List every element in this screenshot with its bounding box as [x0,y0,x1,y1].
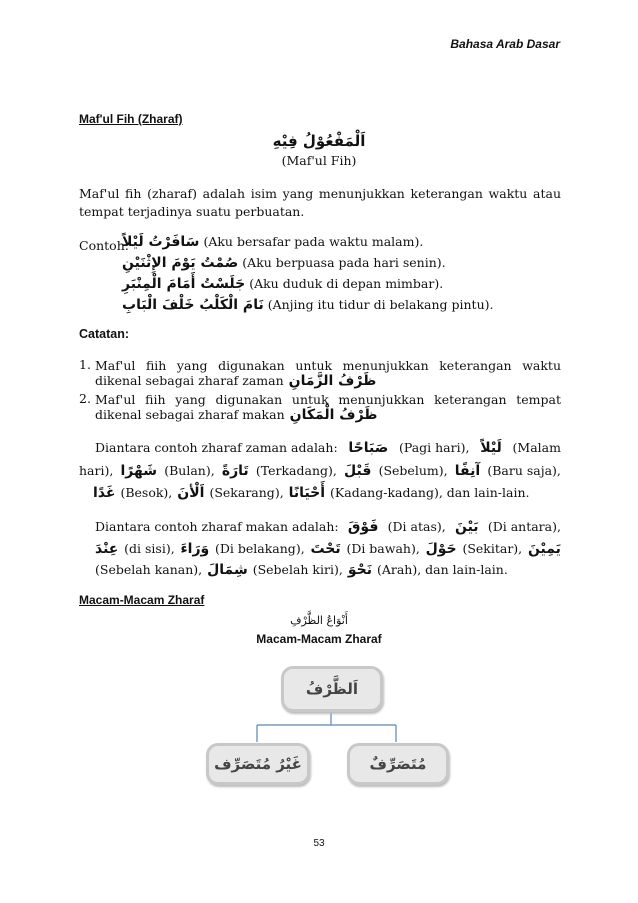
running-header: Bahasa Arab Dasar [450,37,560,51]
note-line: Maf'ul fiih yang digunakan untuk menunjukkan keterangan waktu [95,358,561,373]
zaman-word: غَدًا [93,485,116,501]
example-arabic: جَلَسْتُ أَمَامَ الْمِنْبَرِ [122,276,246,292]
makan-meaning: (Di antara), [487,519,561,534]
makan-meaning: (Arah), dan lain-lain. [376,562,508,577]
zaman-meaning: hari), [79,463,114,478]
zaman-meaning: (Besok), [120,485,173,500]
note-arabic-term: ظَرْفُ الْمَكَانِ [289,407,378,423]
example-meaning: (Anjing itu tidur di belakang pintu). [267,297,494,312]
zaman-word: أَحْيَانًا [288,485,326,501]
makan-meaning: (Di atas), [387,519,446,534]
makan-meaning: (di sisi), [124,541,175,556]
makan-meaning: (Sebelah kanan), [95,562,203,577]
figure-caption: Macam-Macam Zharaf [256,632,382,646]
zaman-word: اَلْأنَ [177,485,205,501]
page-number: 53 [313,838,325,849]
zaman-word: قَبْلَ [344,463,372,479]
makan-word: بَيْنَ [454,519,479,535]
makan-word: فَوْقَ [347,519,379,535]
makan-meaning: (Sekitar), [462,541,523,556]
zaman-word: صَبَاحًا [348,440,389,456]
example-row [122,234,423,250]
diagram-root-label: اَلظَّرْفُ [305,680,359,698]
makan-word: شِمَالَ [207,562,248,578]
makan-meaning: (Di belakang), [215,541,305,556]
zaman-meaning: (Bulan), [164,463,215,478]
definition-paragraph: Maf'ul fih (zharaf) adalah isim yang menunjukkan keterangan waktu atau tempat terjadinya suatu perbuatan. [79,186,561,219]
note-text: dikenal sebagai zharaf makan [95,407,285,422]
makan-examples-line-1 [95,518,561,536]
zaman-examples-line-3 [93,485,529,501]
examples-label: Contoh: [79,238,129,253]
example-meaning: (Aku duduk di depan mimbar). [249,276,444,291]
zaman-intro: Diantara contoh zharaf zaman adalah: [95,440,338,455]
example-meaning: (Aku bersafar pada waktu malam). [203,234,424,249]
notes-heading: Catatan: [79,327,130,341]
makan-examples-line-3 [95,562,508,578]
zaman-meaning: (Malam [512,440,561,455]
makan-intro: Diantara contoh zharaf makan adalah: [95,519,339,534]
makan-word: تَحْتَ [310,541,341,557]
note-number: 1. [79,357,91,372]
zaman-meaning: (Terkadang), [255,463,337,478]
zaman-meaning: (Baru saja), [487,463,561,478]
makan-meaning: (Sebelah kiri), [252,562,343,577]
zaman-word: تَارَةً [221,463,249,479]
section-heading-maful-fih: Maf'ul Fih (Zharaf) [79,112,183,126]
makan-word: يَمِيْنَ [527,541,561,557]
diagram-root-box [281,666,383,712]
note-text: dikenal sebagai zharaf zaman [95,373,284,388]
zaman-meaning: (Pagi hari), [398,440,470,455]
note-line: Maf'ul fiih yang digunakan untuk menunjukkan keterangan tempat [95,392,561,407]
arabic-title: اَلْمَفْعُوْلُ فِيْهِ [272,132,366,150]
diagram-left-label: غَيْرُ مُتَصَرِّف [214,755,302,773]
example-arabic: صُمْتُ يَوْمَ الإِثْنَيْنِ [122,255,239,271]
zaman-meaning: (Kadang-kadang), dan lain-lain. [330,485,530,500]
note-line-with-arabic [95,373,376,389]
makan-examples-line-2 [95,540,561,558]
example-arabic: نَامَ الْكَلْبُ خَلْفَ الْبَابِ [122,297,264,313]
zaman-meaning: (Sebelum), [378,463,448,478]
example-arabic: سَافَرْتُ لَيْلاً [122,234,200,250]
arabic-caption: أَنْوَاعُ الظَّرْفِ [290,614,348,627]
zaman-word: آنِفًا [454,463,481,479]
example-meaning: (Aku berpuasa pada hari senin). [242,255,446,270]
note-arabic-term: ظَرْفُ الزَّمَانِ [288,373,377,389]
zaman-meaning: (Sekarang), [209,485,284,500]
makan-word: نَحْوَ [347,562,372,578]
diagram-right-box [347,743,449,785]
subtitle: (Maf'ul Fih) [281,153,357,168]
zaman-examples-line-2 [79,462,561,480]
zaman-examples-line-1 [95,439,561,457]
makan-meaning: (Di bawah), [346,541,420,556]
diagram-left-box [206,743,310,785]
note-line-with-arabic [95,407,377,423]
zaman-word: لَيْلاً [480,440,502,456]
zaman-word: شَهْرًا [120,463,158,479]
makan-word: حَوْلَ [425,541,457,557]
diagram-right-label: مُتَصَرِّفٌ [369,755,427,773]
makan-word: عِنْدَ [95,541,119,557]
example-row [122,297,493,313]
example-row [122,276,443,292]
makan-word: وَرَاءَ [180,541,210,557]
example-row [122,255,446,271]
note-number: 2. [79,391,91,406]
section-heading-macam-zharaf: Macam-Macam Zharaf [79,593,205,607]
